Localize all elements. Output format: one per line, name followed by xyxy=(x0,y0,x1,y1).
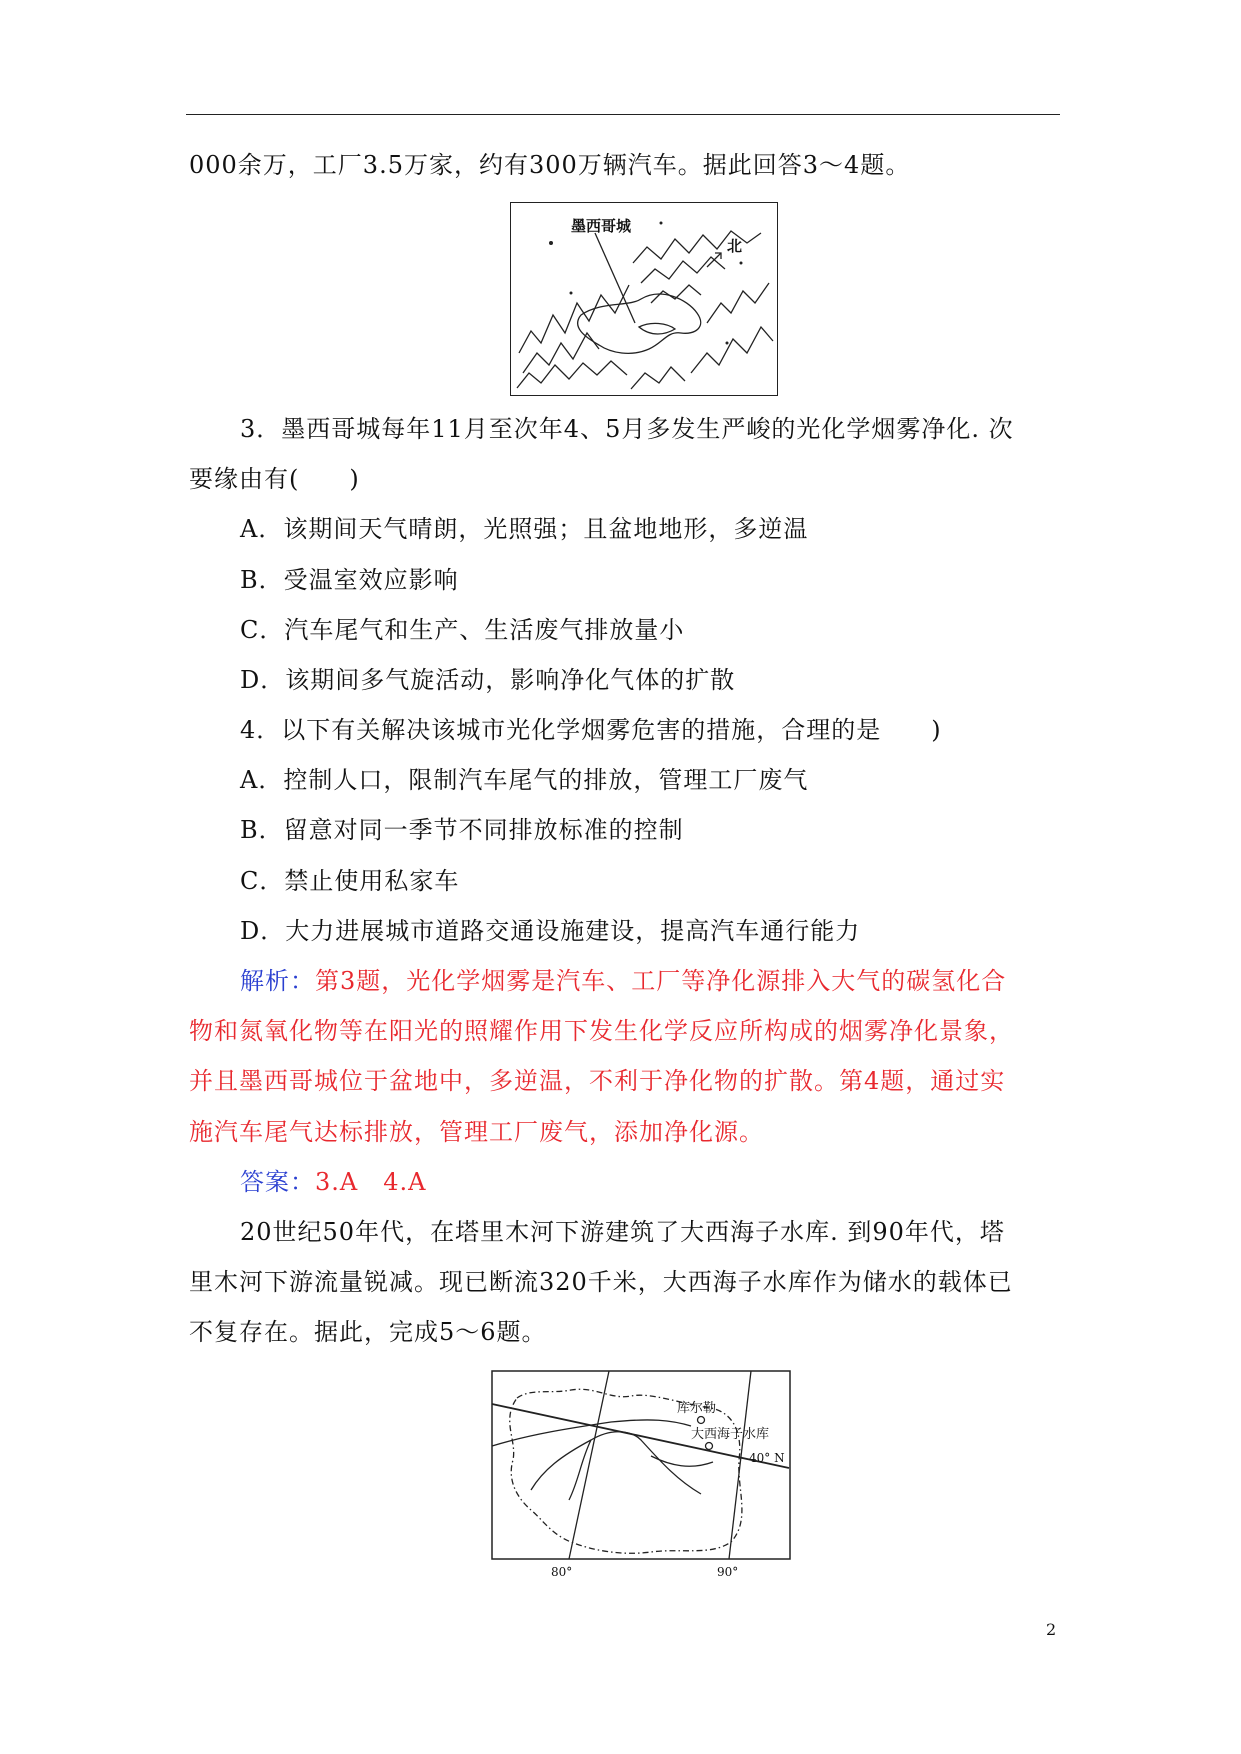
q4-option-b: B．留意对同一季节不同排放标准的控制 xyxy=(240,816,684,844)
mexico-city-map xyxy=(510,202,778,396)
korla-label: 库尔勒 xyxy=(677,1401,717,1416)
answer-text: 3.A 4.A xyxy=(315,1168,427,1196)
tarim-river-map-drawing xyxy=(491,1370,791,1582)
reservoir-label: 大西海子水库 xyxy=(691,1427,770,1442)
intro-q56-line1: 20世纪50年代，在塔里木河下游建筑了大西海子水库. 到90年代，塔 xyxy=(240,1218,1005,1246)
q3-option-b: B．受温室效应影响 xyxy=(240,566,459,594)
q4-stem: 4．以下有关解决该城市光化学烟雾危害的措施，合理的是 ) xyxy=(240,716,942,744)
q3-option-d: D．该期间多气旋活动，影响净化气体的扩散 xyxy=(240,666,736,694)
lat-40-label: 40° N xyxy=(749,1451,785,1465)
page-number: 2 xyxy=(1046,1620,1057,1639)
tarim-river-map xyxy=(491,1370,791,1579)
q3-option-a: A．该期间天气晴朗，光照强；且盆地地形，多逆温 xyxy=(240,515,809,543)
lon-90-label: 90° xyxy=(717,1565,739,1579)
intro-q34-text: 000余万，工厂3.5万家，约有300万辆汽车。据此回答3～4题。 xyxy=(189,151,911,179)
intro-q56-line3: 不复存在。据此，完成5～6题。 xyxy=(189,1318,547,1346)
answer-line xyxy=(240,1167,426,1197)
analysis-text-1: 第3题，光化学烟雾是汽车、工厂等净化源排入大气的碳氢化合 xyxy=(315,967,1007,995)
q3-stem-line2: 要缘由有( ) xyxy=(189,465,360,493)
answer-label: 答案： xyxy=(240,1168,315,1196)
header-rule xyxy=(186,114,1060,115)
analysis-label: 解析： xyxy=(240,967,315,995)
analysis-line4: 施汽车尾气达标排放，管理工厂废气，添加净化源。 xyxy=(189,1118,764,1146)
q3-stem-line1: 3．墨西哥城每年11月至次年4、5月多发生严峻的光化学烟雾净化. 次 xyxy=(240,415,1014,443)
mexico-city-map-drawing xyxy=(511,203,777,395)
q4-option-c: C．禁止使用私家车 xyxy=(240,867,460,895)
map1-city-label: 墨西哥城 xyxy=(571,217,632,235)
q4-option-a: A．控制人口，限制汽车尾气的排放，管理工厂废气 xyxy=(240,766,809,794)
lon-80-label: 80° xyxy=(551,1565,573,1579)
analysis-line3: 并且墨西哥城位于盆地中，多逆温，不利于净化物的扩散。第4题，通过实 xyxy=(189,1067,1006,1095)
analysis-line2: 物和氮氧化物等在阳光的照耀作用下发生化学反应所构成的烟雾净化景象， xyxy=(189,1017,1014,1045)
q3-option-c: C．汽车尾气和生产、生活废气排放量小 xyxy=(240,616,685,644)
intro-q56-line2: 里木河下游流量锐减。现已断流320千米，大西海子水库作为储水的载体已 xyxy=(189,1268,1013,1296)
analysis-line1 xyxy=(240,966,1006,996)
map1-north-label: 北 xyxy=(727,237,743,255)
q4-option-d: D．大力进展城市道路交通设施建设，提高汽车通行能力 xyxy=(240,917,861,945)
